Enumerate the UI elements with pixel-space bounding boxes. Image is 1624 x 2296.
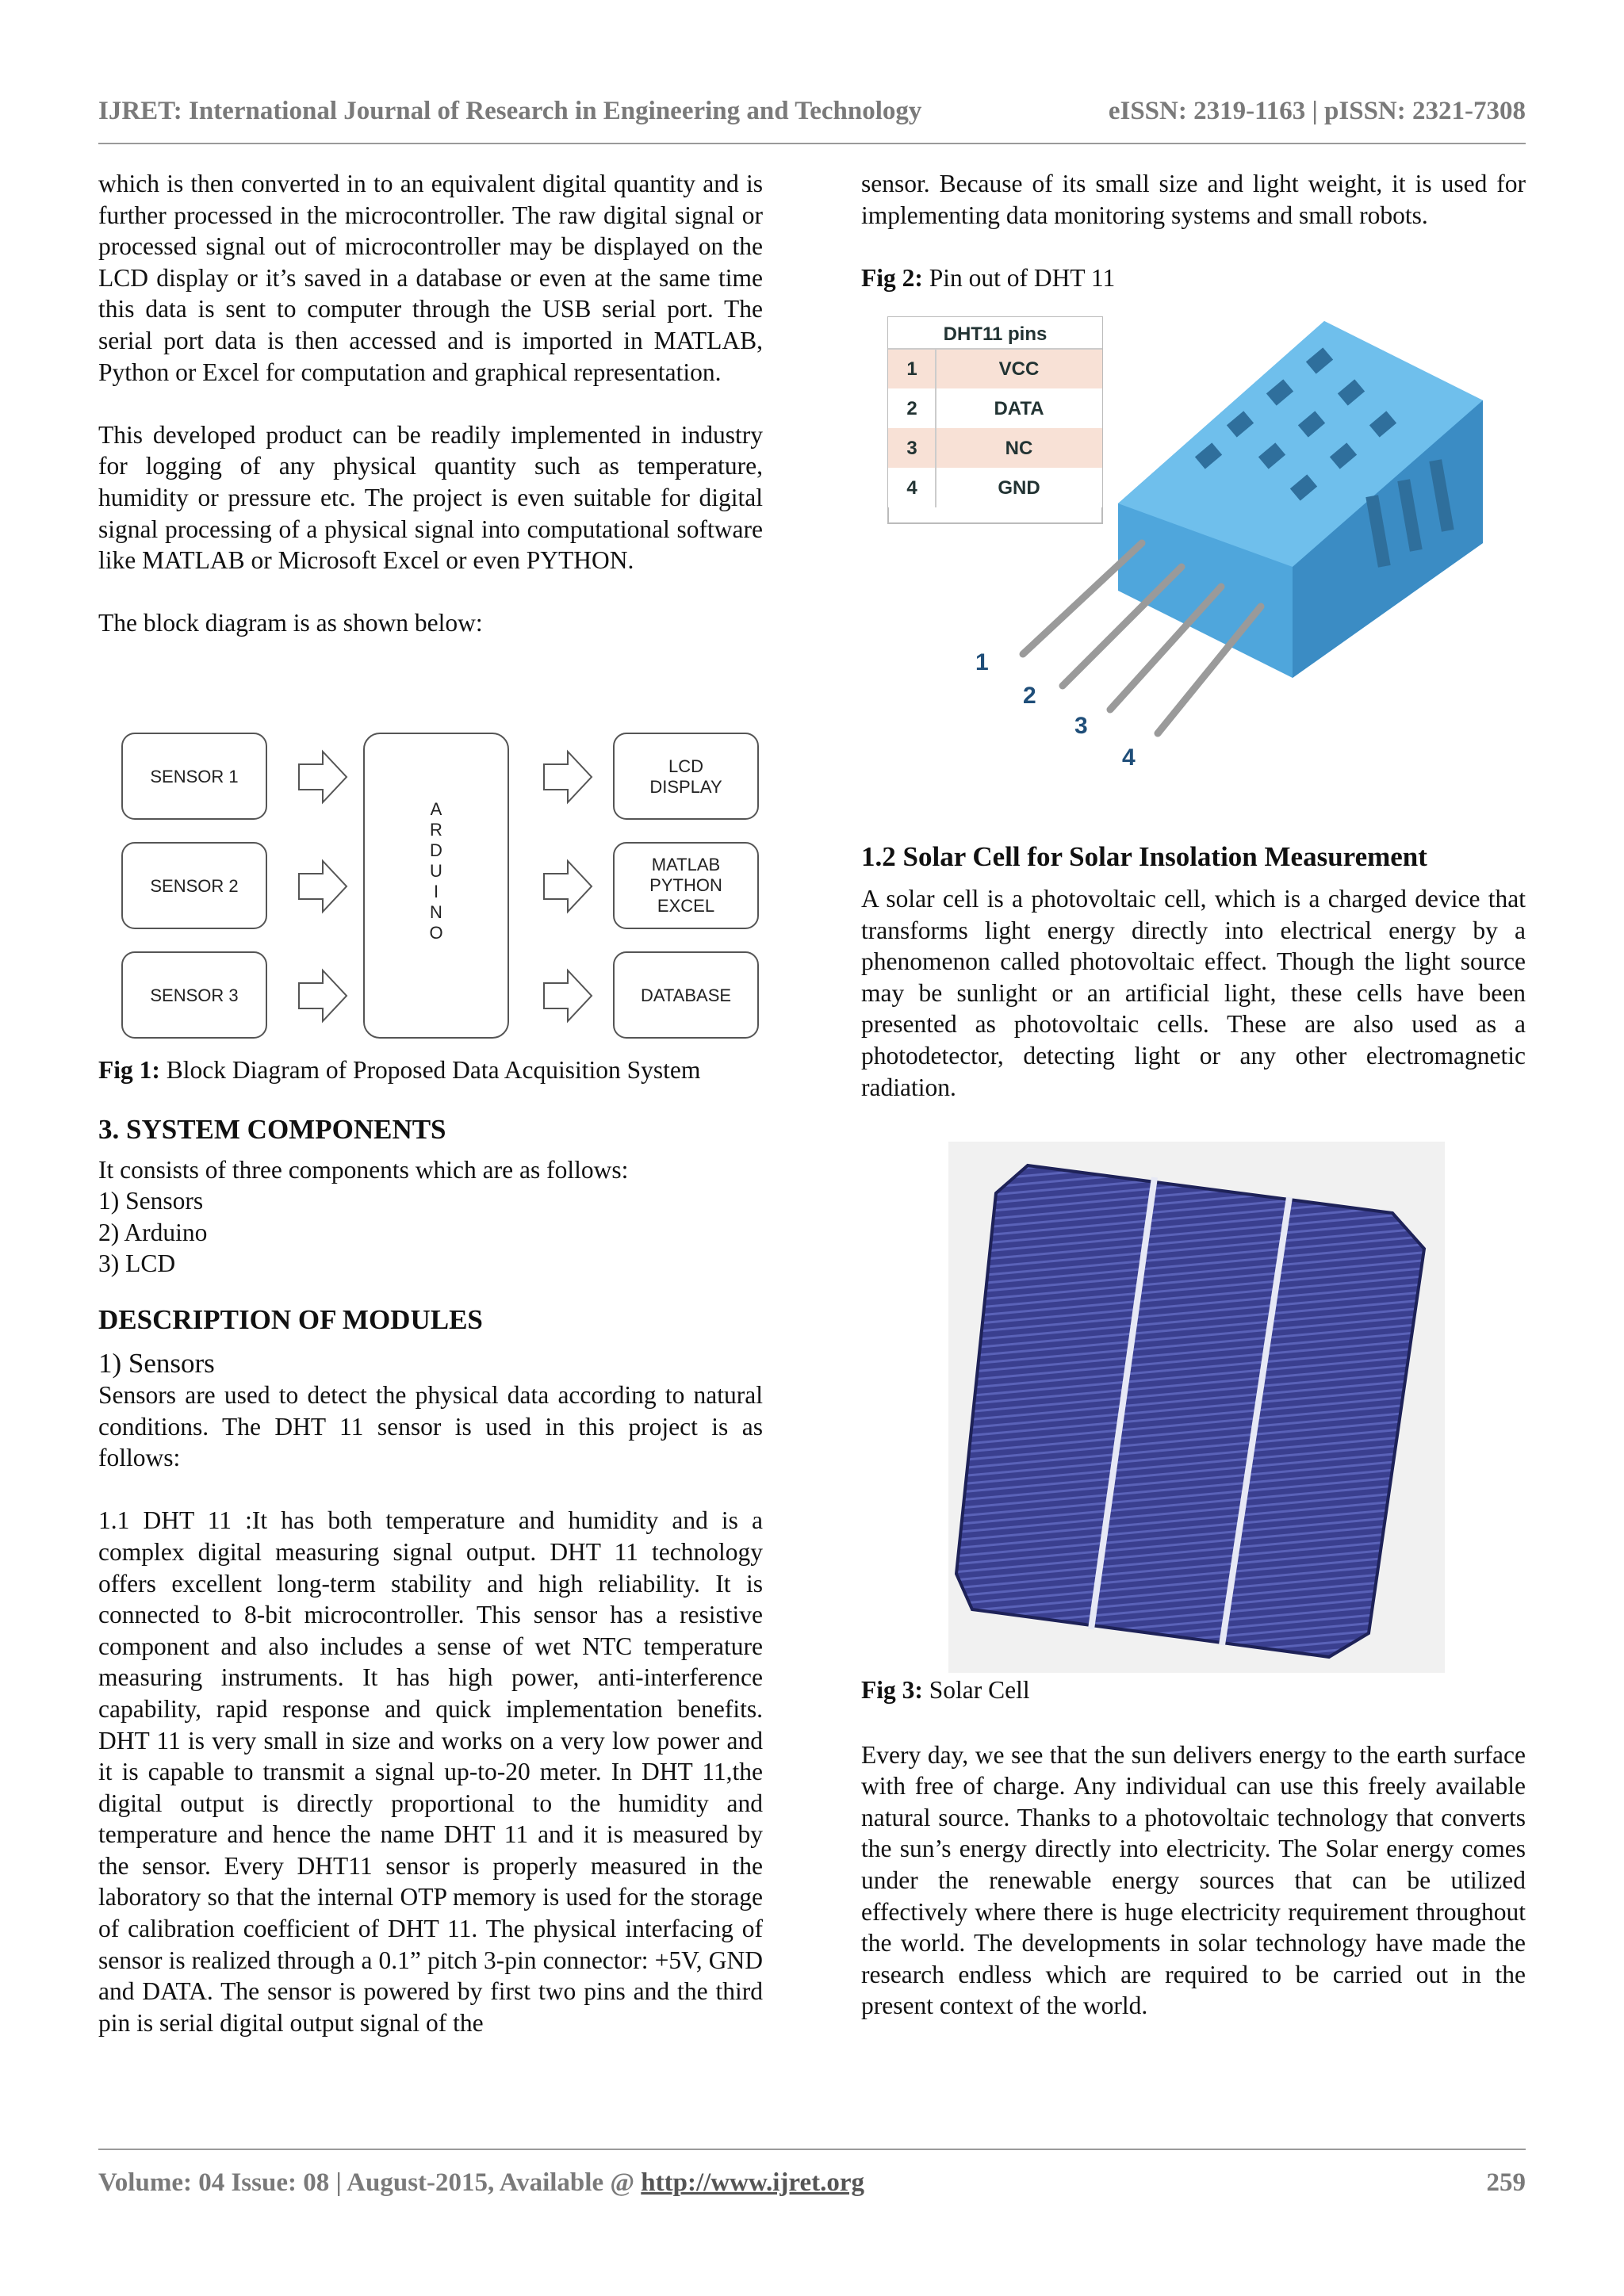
journal-title: IJRET: International Journal of Research in Engineering and Technology [98,97,922,125]
arduino-letter: I [433,882,439,901]
fig2-label: Fig 2: [861,264,923,293]
header-rule [98,143,1526,144]
paragraph: 1.1 DHT 11 :It has both temperature and humidity and is a complex digital measuring signal output. DHT 11 technology offers excellent long-term stability and high reliability. It is connected to 8-bit microcontroller. This sensor has a resistive component and also includes a sense of wet NTC temperature measuring instruments. It has high power, anti-interference capability, rapid response and quick implementation benefits. DHT 11 is very small in size and works on a very low power and it is capable to transmit a signal up-to-20 meter. In DHT 11,the digital output is directly proportional to the humidity and temperature and hence the name DHT 11 and it is measured by the sensor. Every DHT11 sensor is properly measured in the laboratory so that the internal OTP memory is used for the storage of calibration coefficient of DHT 11. The physical interfacing of sensor is realized through a 0.1” pitch 3-pin connector: +5V, GND and DATA. The sensor is powered by first two pins and the third pin is serial digital output signal of the [98,1506,763,2037]
running-header [98,97,1526,128]
arrow-right-icon [299,861,347,912]
fig2-caption [861,262,1526,294]
database-label: DATABASE [640,985,732,1005]
pin-number: 4 [906,477,917,499]
right-column-top [861,168,1526,294]
solar-cell-wafer [956,1165,1424,1657]
pin-name: GND [998,477,1040,499]
software-label: MATLAB [651,855,721,874]
paragraph: This developed product can be readily implemented in industry for logging of any physical quantity such as temperature, humidity or pressure etc. The project is even suitable for digital signal processing of a physical signal into computational software like MATLAB or Microsoft Excel or even PYTHON. [98,420,763,575]
section-heading: 3. SYSTEM COMPONENTS [98,1113,446,1145]
dht11-sensor-body [1118,321,1483,678]
pin-table [888,317,1102,523]
paragraph: sensor. Because of its small size and light weight, it is used for implementing data monitoring systems and small robots. [861,170,1526,229]
fig3-label: Fig 3: [861,1676,923,1704]
right-column-bottom [861,1674,1526,2022]
pin-number: 1 [906,358,917,380]
footer-rule [98,2149,1526,2150]
paragraph: The block diagram is as shown below: [98,609,483,637]
sensor2-label: SENSOR 2 [150,876,239,896]
arduino-letter: U [430,861,442,881]
dht11-pinout-figure [880,305,1499,789]
paragraph: which is then converted in to an equivalent digital quantity and is further processed in the microcontroller. The raw digital signal or processed signal out of microcontroller may be displayed on the LCD display or it’s saved in a database or even at the same time this data is sent to computer through the USB serial port. The serial port data is then accessed and is imported in MATLAB, Python or Excel for computation and graphical representation. [98,170,763,386]
pin-number: 3 [906,438,917,459]
sensor1-label: SENSOR 1 [150,767,239,786]
running-footer [98,2168,1526,2200]
sensor3-label: SENSOR 3 [150,985,239,1005]
arduino-letter: D [430,840,442,860]
solar-cell-figure [948,1142,1445,1673]
pin-callout: 1 [975,649,989,675]
section-heading: DESCRIPTION OF MODULES [98,1303,483,1335]
software-label: EXCEL [657,896,715,916]
arrow-right-icon [544,861,592,912]
component-item: 1) Sensors [98,1187,204,1215]
pin-callout: 3 [1074,713,1088,739]
component-item: 3) LCD [98,1249,176,1278]
pin-name: VCC [998,358,1040,380]
footer-volume: Volume: 04 Issue: 08 | August-2015, Available @ http://www.ijret.org [98,2168,864,2197]
section-heading: 1.2 Solar Cell for Solar Insolation Measurement [861,841,1427,872]
arrow-right-icon [544,970,592,1021]
component-item: 2) Arduino [98,1218,208,1246]
arduino-letter: A [430,799,442,819]
pin-callout: 2 [1023,683,1036,709]
arrow-right-icon [299,752,347,802]
arrow-right-icon [544,752,592,802]
arduino-letter: R [430,820,442,840]
paragraph: Every day, we see that the sun delivers energy to the earth surface with free of charge. Any individual can use this freely available natural source. Thanks to a photovoltaic technology that converts the sun’s energy directly into electricity. The Solar energy comes under the renewable energy sources that can be utilized effectively where there is huge electricity requirement throughout the world. The developments in solar technology have made the research endless which are required to be carried out in the present context of the world. [861,1740,1526,2020]
pin-number: 2 [906,398,917,419]
pin-callout: 4 [1122,744,1136,771]
components-intro: It consists of three components which are as follows: [98,1155,629,1184]
pin-name: DATA [994,398,1044,419]
fig3-caption [861,1674,1526,1706]
lcd-label: LCD [668,756,704,776]
issn: eISSN: 2319-1163 | pISSN: 2321-7308 [1108,97,1526,125]
fig1-label: Fig 1: [98,1056,160,1084]
software-label: PYTHON [649,875,722,895]
paragraph: Sensors are used to detect the physical data according to natural conditions. The DHT 11 sensor is used in this project is as follows: [98,1380,763,1472]
fig2-text: Pin out of DHT 11 [922,264,1116,293]
left-column-bottom [98,1054,763,2038]
right-column-middle [861,840,1526,1103]
subsection-heading: 1) Sensors [98,1347,215,1379]
paragraph: A solar cell is a photovoltaic cell, which is a charged device that transforms light energy directly into electrical energy by a phenomenon called photovoltaic effect. Though the light source may be sunlight or an artificial light, these cells have been presented as photovoltaic cells. These are also used as a photodetector, detecting light or any other electromagnetic radiation. [861,885,1526,1101]
page-number: 259 [1486,2168,1526,2197]
fig1-text: Block Diagram of Proposed Data Acquisition System [159,1056,701,1084]
lcd-label: DISPLAY [649,777,722,797]
lcd-box [614,733,758,819]
block-diagram [98,714,763,1054]
arrow-right-icon [299,970,347,1021]
arduino-letter: O [429,923,443,943]
arduino-letter: N [430,902,442,922]
left-column-top [98,168,763,639]
pin-table-title: DHT11 pins [943,323,1048,345]
fig3-text: Solar Cell [922,1676,1030,1704]
pin-name: NC [1005,438,1033,459]
journal-link[interactable]: http://www.ijret.org [641,2168,864,2197]
fig1-caption [98,1054,763,1086]
